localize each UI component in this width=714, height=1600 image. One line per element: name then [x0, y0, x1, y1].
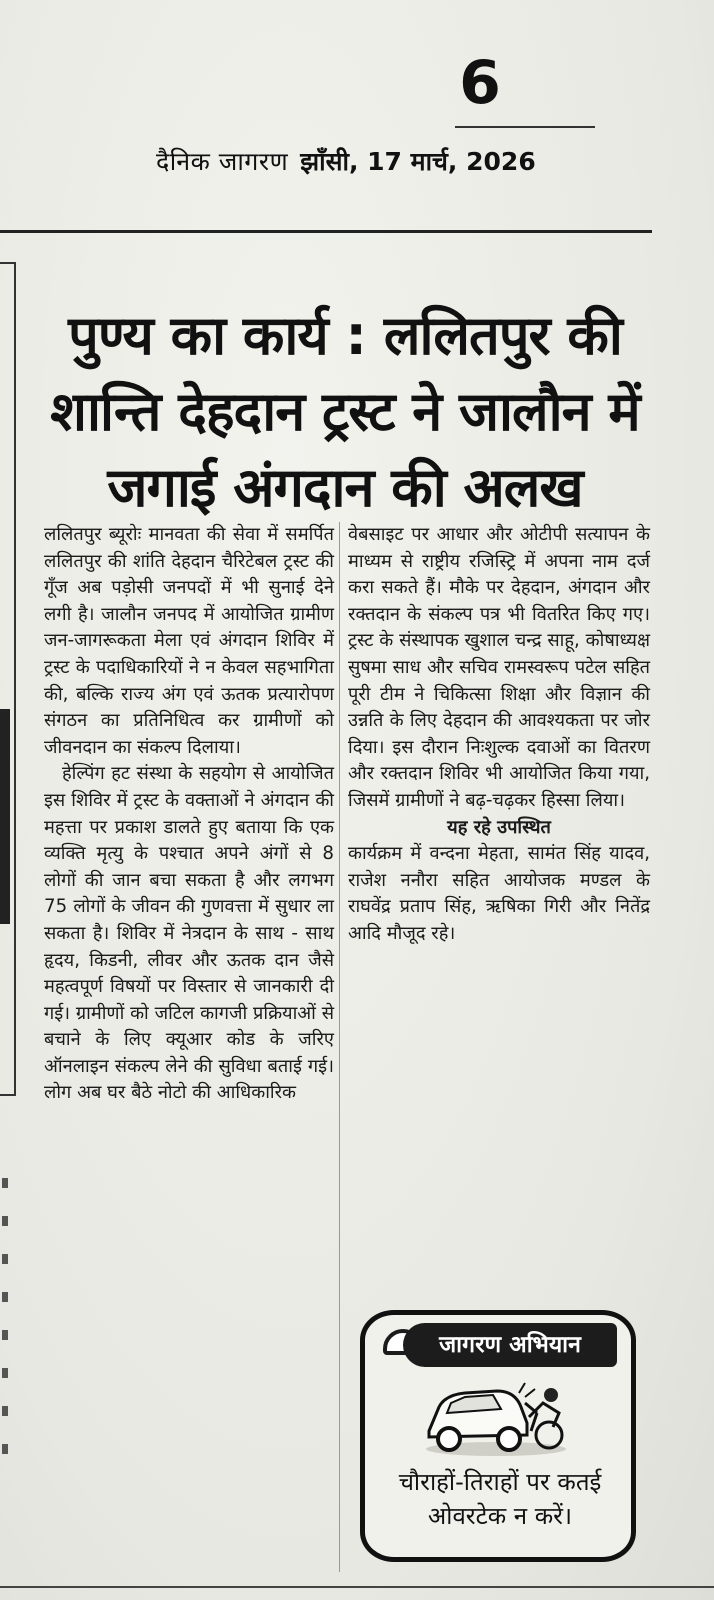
article-paragraph: ललितपुर ब्यूरोः मानवता की सेवा में समर्पित ललितपुर की शांति देहदान चैरिटेबल ट्रस्ट की गूँज अब पड़ोसी जनपदों में भी सुनाई देने लगी है। जालौन जनपद में आयोजित ग्रामीण जन-जागरूकता मेला एवं अंगदान शिविर में ट्रस्ट के पदाधिकारियों ने न केवल सहभागिता की, बल्कि राज्य अंग एवं ऊतक प्रत्यारोपण संगठन का प्रतिनिधित्व कर ग्रामीणों को जीवनदान का संकल्प दिलाया। — [44, 524, 334, 758]
article-subhead: यह रहे उपस्थित — [447, 816, 551, 838]
article-paragraph: हेल्पिंग हट संस्था के सहयोग से आयोजित इस शिविर में ट्रस्ट के वक्ताओं ने अंगदान की महत्ता पर प्रकाश डालते हुए बताया कि एक व्यक्ति मृत्यु के पश्चात अपने अंगों से 8 लोगों की जान बचा सकता है और लगभग 75 लोगों के जीवन की गुणवत्ता में सुधार ला सकता है। शिविर में नेत्रदान के साथ - साथ हृदय, किडनी, लीवर और ऊतक दान जैसे महत्वपूर्ण विषयों पर विस्तार से जानकारी दी गई। ग्रामीणों को जटिल कागजी प्रक्रियाओं से बचाने के लिए क्यूआर कोड के जरिए ऑनलाइन संकल्प लेने की सुविधा बताई गई। लोग अब घर बैठे नोटो की आधिकारिक — [44, 763, 334, 1104]
column-divider — [339, 522, 340, 1572]
header-divider — [0, 230, 652, 233]
ad-banner: जागरण अभियान — [403, 1323, 617, 1367]
article-column-1 — [44, 522, 334, 1107]
masthead-dateline: झाँसी, 17 मार्च, 2026 — [300, 147, 536, 176]
article-headline: पुण्य का कार्य : ललितपुर की शान्ति देहदान ट्रस्ट ने जालौन में जगाई अंगदान की अलख — [50, 304, 640, 520]
jagran-campaign-ad — [360, 1310, 636, 1562]
adjacent-article-edge — [0, 262, 16, 1096]
car-accident-illustration-icon — [421, 1373, 571, 1459]
masthead-brand: दैनिक जागरण — [156, 147, 289, 176]
page-number: 6 — [459, 48, 501, 118]
article-paragraph: कार्यक्रम में वन्दना मेहता, सामंत सिंह यादव, राजेश ननौरा सहित आयोजक मण्डल के राघवेंद्र प्रताप सिंह, ऋषिका गिरी और नितेंद्र आदि मौजूद रहे। — [348, 843, 650, 944]
article-column-2 — [348, 522, 650, 948]
article-paragraph: वेबसाइट पर आधार और ओटीपी सत्यापन के माध्यम से राष्ट्रीय रजिस्ट्रि में अपना नाम दर्ज करा सकते हैं। मौके पर देहदान, अंगदान और रक्तदान के संकल्प पत्र भी वितरित किए गए। ट्रस्ट के संस्थापक खुशाल चन्द्र साहू, कोषाध्यक्ष सुषमा साध और सचिव रामस्वरूप पटेल सहित पूरी टीम ने चिकित्सा शिक्षा और विज्ञान की उन्नति के लिए देहदान की आवश्यकता पर जोर दिया। इस दौरान निःशुल्क दवाओं का वितरण और रक्तदान शिविर भी आयोजित किया गया, जिसमें ग्रामीणों ने बढ़-चढ़कर हिस्सा लिया। — [348, 524, 650, 811]
masthead — [156, 144, 596, 180]
adjacent-photo-edge — [0, 709, 10, 924]
footer-divider — [0, 1586, 714, 1588]
page-number-rule — [455, 126, 595, 128]
ad-slogan: चौराहों-तिराहों पर कतई ओवरटेक न करें। — [398, 1468, 602, 1530]
adjacent-text-edge — [0, 1150, 10, 1590]
